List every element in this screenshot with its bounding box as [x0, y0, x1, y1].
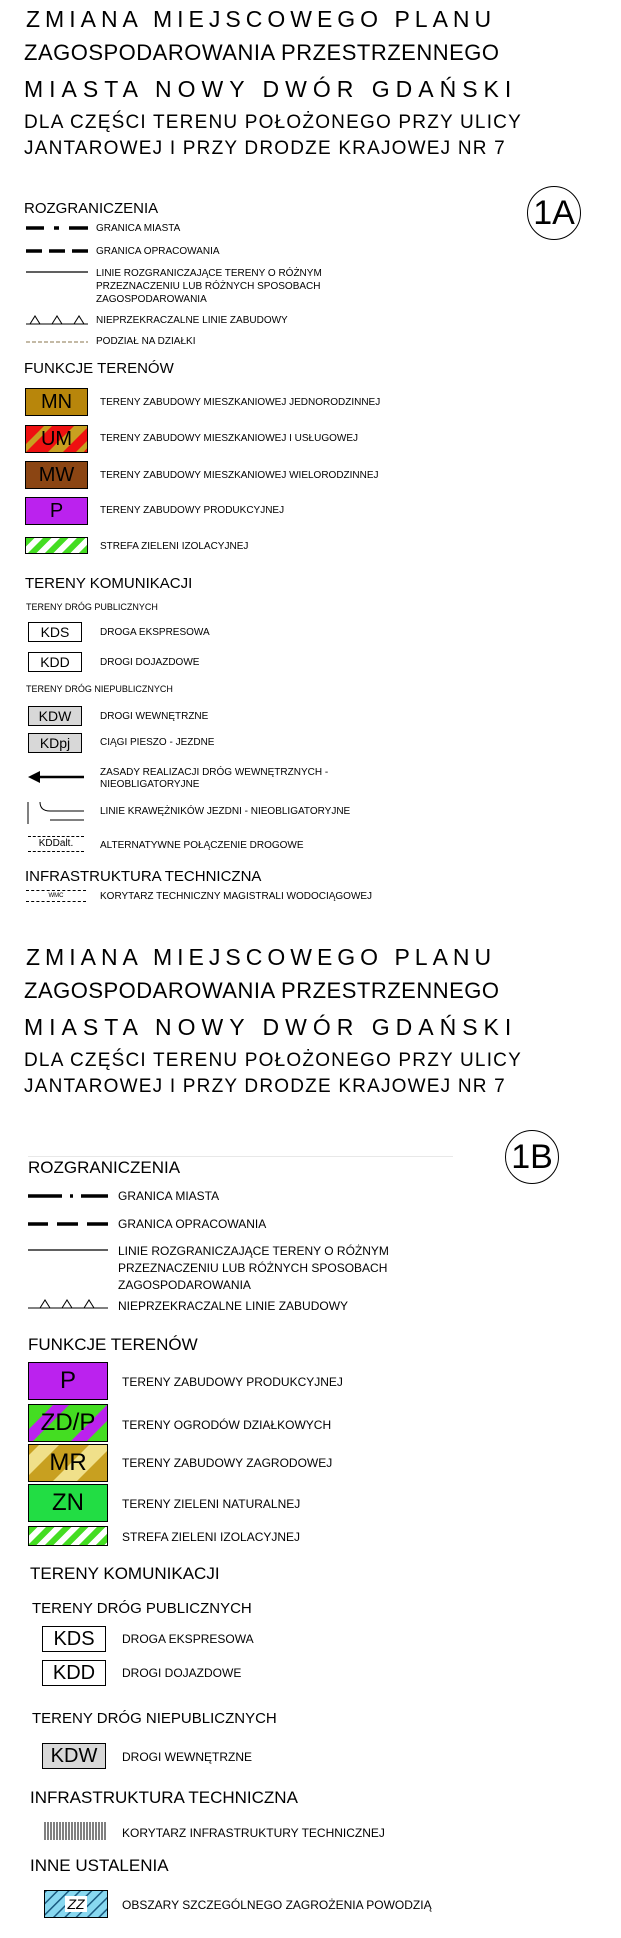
- swatch-zdp: [28, 1404, 108, 1442]
- infra-header-a: INFRASTRUKTURA TECHNICZNA: [25, 868, 262, 885]
- private-roads-header-b: TERENY DRÓG NIEPUBLICZNYCH: [32, 1710, 277, 1727]
- alt-road-label-a: ALTERNATYWNE POŁĄCZENIE DROGOWE: [100, 840, 304, 851]
- code-kdw-b: KDW: [42, 1743, 106, 1769]
- dividing-line-symbol-b: [28, 1248, 108, 1252]
- flood-label-b: OBSZARY SZCZEGÓLNEGO ZAGROŻENIA POWODZIĄ: [122, 1898, 432, 1912]
- dividing-line-label-a-1: LINIE ROZGRANICZAJĄCE TERENY O RÓŻNYM: [96, 268, 322, 279]
- kdw-label-a: DROGI WEWNĘTRZNE: [100, 711, 209, 722]
- header-rule-b: [28, 1156, 453, 1157]
- building-line-label-b: NIEPRZEKRACZALNE LINIE ZABUDOWY: [118, 1299, 349, 1313]
- study-boundary-label-a: GRANICA OPRACOWANIA: [96, 246, 220, 257]
- dividing-line-label-b-1: LINIE ROZGRANICZAJĄCE TERENY O RÓŻNYM: [118, 1244, 389, 1258]
- city-boundary-label-a: GRANICA MIASTA: [96, 223, 181, 234]
- alt-road-symbol: KDDalt.: [28, 836, 84, 852]
- water-main-symbol: WMC: [26, 890, 86, 902]
- dividing-line-symbol-a: [26, 270, 88, 274]
- study-boundary-symbol-b: [28, 1220, 108, 1228]
- code-kdd-b: KDD: [42, 1660, 106, 1686]
- swatch-mn-code: MN: [40, 390, 73, 413]
- function-zn-label: TERENY ZIELENI NATURALNEJ: [122, 1497, 301, 1511]
- title-b-line4: DLA CZĘŚCI TERENU POŁOŻONEGO PRZY ULICY: [24, 1050, 522, 1071]
- kdw-label-b: DROGI WEWNĘTRZNE: [122, 1750, 252, 1764]
- title-a-line5: JANTAROWEJ I PRZY DRODZE KRAJOWEJ NR 7: [24, 138, 506, 159]
- dividing-line-label-b-3: ZAGOSPODAROWANIA: [118, 1278, 251, 1292]
- other-header-b: INNE USTALENIA: [30, 1856, 169, 1875]
- swatch-p-a: [25, 497, 88, 525]
- boundaries-header-b: ROZGRANICZENIA: [28, 1158, 181, 1177]
- kdpj-label-a: CIĄGI PIESZO - JEZDNE: [100, 737, 215, 748]
- curb-label-a: LINIE KRAWĘŻNIKÓW JEZDNI - NIEOBLIGATORYJNE: [100, 806, 351, 817]
- building-line-label-a: NIEPRZEKRACZALNE LINIE ZABUDOWY: [96, 315, 288, 326]
- badge-1a: 1A: [527, 186, 581, 240]
- plot-division-label-a: PODZIAŁ NA DZIAŁKI: [96, 336, 196, 347]
- transport-header-b: TERENY KOMUNIKACJI: [30, 1564, 220, 1583]
- kds-label-b: DROGA EKSPRESOWA: [122, 1632, 254, 1646]
- swatch-zdp-code: ZD/P: [40, 1409, 96, 1436]
- arrow-label-a-1: ZASADY REALIZACJI DRÓG WEWNĘTRZNYCH -: [100, 767, 329, 778]
- swatch-mn: [25, 388, 88, 416]
- infra-header-b: INFRASTRUKTURA TECHNICZNA: [30, 1788, 298, 1807]
- function-isolation-green-a-label: STREFA ZIELENI IZOLACYJNEJ: [100, 541, 249, 552]
- swatch-flood-code: ZZ: [67, 1896, 85, 1912]
- swatch-mr-code: MR: [49, 1449, 87, 1476]
- dividing-line-label-a-3: ZAGOSPODAROWANIA: [96, 294, 207, 305]
- dividing-line-label-b-2: PRZEZNACZENIU LUB RÓŻNYCH SPOSOBACH: [118, 1261, 388, 1275]
- title-a-line1: ZMIANA MIEJSCOWEGO PLANU: [26, 6, 497, 32]
- city-boundary-label-b: GRANICA MIASTA: [118, 1189, 220, 1203]
- function-zdp-label: TERENY OGRODÓW DZIAŁKOWYCH: [122, 1418, 332, 1432]
- function-mr-label: TERENY ZABUDOWY ZAGRODOWEJ: [122, 1456, 333, 1470]
- code-kdw-a: KDW: [28, 706, 82, 726]
- function-mn-label: TERENY ZABUDOWY MIESZKANIOWEJ JEDNORODZINNEJ: [100, 397, 381, 408]
- title-b-line1: ZMIANA MIEJSCOWEGO PLANU: [26, 944, 497, 970]
- swatch-isolation-green-b-fill: [29, 1527, 108, 1546]
- swatch-isolation-green-b: [28, 1526, 108, 1546]
- swatch-p-a-code: P: [49, 499, 64, 522]
- swatch-isolation-green-a-fill: [26, 538, 88, 554]
- study-boundary-label-b: GRANICA OPRACOWANIA: [118, 1217, 267, 1231]
- swatch-p-b: [28, 1362, 108, 1400]
- city-boundary-symbol-a: [26, 224, 88, 232]
- function-isolation-green-b-label: STREFA ZIELENI IZOLACYJNEJ: [122, 1530, 301, 1544]
- swatch-zn-code: ZN: [52, 1489, 84, 1516]
- function-p-a-label: TERENY ZABUDOWY PRODUKCYJNEJ: [100, 505, 285, 516]
- public-roads-header-a: TERENY DRÓG PUBLICZNYCH: [26, 602, 158, 612]
- code-kdd-a: KDD: [28, 652, 82, 672]
- swatch-flood: [44, 1890, 108, 1918]
- swatch-um-code: UM: [40, 427, 73, 450]
- function-um-label: TERENY ZABUDOWY MIESZKANIOWEJ I USŁUGOWEJ: [100, 433, 358, 444]
- dividing-line-label-a-2: PRZEZNACZENIU LUB RÓŻNYCH SPOSOBACH: [96, 281, 321, 292]
- public-roads-header-b: TERENY DRÓG PUBLICZNYCH: [32, 1600, 252, 1617]
- infra-corridor-symbol: [44, 1822, 106, 1840]
- swatch-p-b-code: P: [59, 1367, 76, 1394]
- swatch-mr: [28, 1444, 108, 1482]
- arrow-label-a-2: NIEOBLIGATORYJNE: [100, 779, 200, 790]
- kdd-label-a: DROGI DOJAZDOWE: [100, 657, 200, 668]
- code-kdpj-a: KDpj: [28, 733, 82, 753]
- boundaries-header-a: ROZGRANICZENIA: [24, 200, 159, 217]
- title-b-line2: ZAGOSPODAROWANIA PRZESTRZENNEGO: [24, 978, 500, 1003]
- plot-division-symbol-a: [26, 340, 88, 344]
- kds-label-a: DROGA EKSPRESOWA: [100, 627, 210, 638]
- title-a-line4: DLA CZĘŚCI TERENU POŁOŻONEGO PRZY ULICY: [24, 112, 522, 133]
- swatch-um: [25, 425, 88, 453]
- title-b-line3: MIASTA NOWY DWÓR GDAŃSKI: [24, 1014, 518, 1040]
- transport-header-a: TERENY KOMUNIKACJI: [25, 575, 193, 592]
- curb-lines-icon: [28, 798, 84, 824]
- city-boundary-symbol-b: [28, 1192, 108, 1200]
- swatch-mw: [25, 461, 88, 489]
- functions-header-a: FUNKCJE TERENÓW: [24, 360, 174, 377]
- code-kds-b: KDS: [42, 1626, 106, 1652]
- kdd-label-b: DROGI DOJAZDOWE: [122, 1666, 242, 1680]
- infra-corridor-label-b: KORYTARZ INFRASTRUKTURY TECHNICZNEJ: [122, 1826, 385, 1840]
- study-boundary-symbol-a: [26, 247, 88, 255]
- title-b-line5: JANTAROWEJ I PRZY DRODZE KRAJOWEJ NR 7: [24, 1076, 506, 1097]
- swatch-mw-code: MW: [38, 463, 75, 486]
- title-a-line2: ZAGOSPODAROWANIA PRZESTRZENNEGO: [24, 40, 500, 65]
- building-line-symbol-a: [26, 314, 88, 326]
- function-p-b-label: TERENY ZABUDOWY PRODUKCYJNEJ: [122, 1375, 343, 1389]
- function-mw-label: TERENY ZABUDOWY MIESZKANIOWEJ WIELORODZINNEJ: [100, 470, 379, 481]
- code-kds-a: KDS: [28, 622, 82, 642]
- building-line-symbol-b: [28, 1298, 108, 1310]
- private-roads-header-a: TERENY DRÓG NIEPUBLICZNYCH: [26, 684, 173, 694]
- badge-1b: 1B: [505, 1130, 559, 1184]
- water-main-label-a: KORYTARZ TECHNICZNY MAGISTRALI WODOCIĄGOWEJ: [100, 891, 373, 902]
- swatch-zn: [28, 1484, 108, 1522]
- arrow-left-icon: [28, 770, 84, 784]
- functions-header-b: FUNKCJE TERENÓW: [28, 1335, 198, 1354]
- title-a-line3: MIASTA NOWY DWÓR GDAŃSKI: [24, 76, 518, 102]
- swatch-isolation-green-a: [25, 537, 88, 554]
